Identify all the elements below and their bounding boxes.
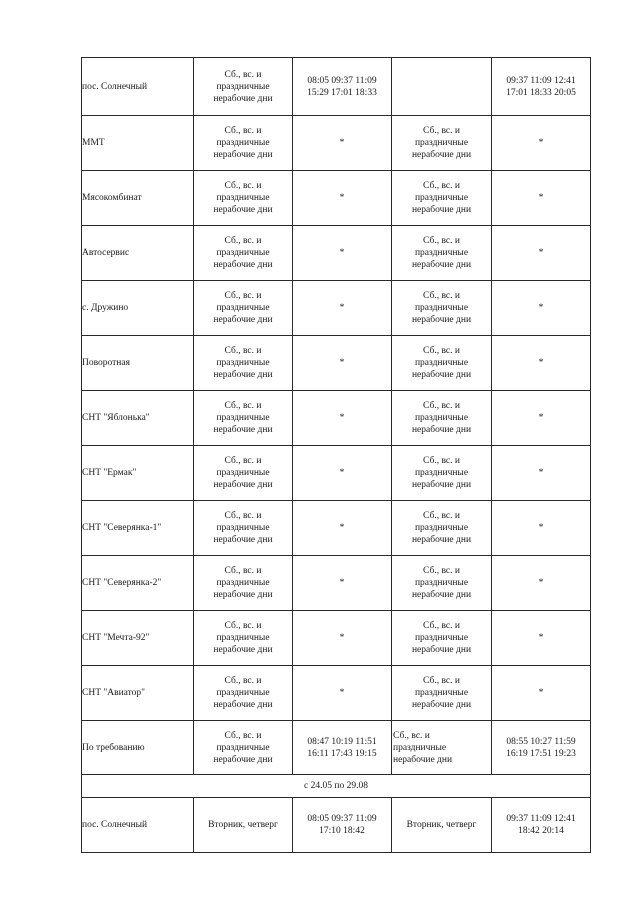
return-times [492,446,591,501]
cell-line: праздничные [414,578,469,588]
cell-line: Сб., вс. и [224,126,262,136]
stop-name: пос. Солнечный [82,798,194,853]
departure-times [293,446,392,501]
service-days [194,391,293,446]
cell-line: праздничные [414,248,469,258]
table-row [82,798,591,853]
cell-line: * [339,523,345,533]
cell-line: праздничные [216,81,270,92]
cell-line: нерабочие дни [213,205,273,215]
table-row [82,336,591,391]
cell-line: Сб., вс. и [224,566,262,576]
service-days [194,446,293,501]
cell-line: * [339,578,345,588]
cell-line: Сб., вс. и [423,181,460,191]
cell-line: 17:10 18:42 [319,826,365,836]
stop-name: с. Дружино [82,281,194,336]
service-days-return [392,171,492,226]
cell-line: праздничные [216,688,270,698]
stop-name: Мясокомбинат [82,171,194,226]
cell-line: * [538,358,544,368]
schedule-table [81,57,591,853]
service-days [194,116,293,171]
cell-line: праздничные [216,193,270,203]
cell-line: * [538,523,544,533]
stop-name: СНТ "Авиатор" [82,666,194,721]
table-row [82,556,591,611]
cell-line: праздничные [216,248,270,258]
cell-line: Сб., вс. и [423,126,460,136]
cell-line: праздничные [216,358,270,368]
cell-line: * [538,578,544,588]
service-days-return [392,226,492,281]
cell-line: праздничные [414,523,469,533]
departure-times [293,281,392,336]
service-days [194,226,293,281]
service-days-return [392,446,492,501]
stop-name: Автосервис [82,226,194,281]
cell-line: праздничные [414,138,469,148]
departure-times [293,721,392,775]
service-days-return: Вторник, четверг [392,798,492,853]
cell-line: нерабочие дни [411,260,472,270]
return-times [492,116,591,171]
cell-line: праздничные [414,633,469,643]
cell-line: 15:29 17:01 18:33 [307,87,377,98]
stop-name: пос. Солнечный [82,58,194,116]
period-label: с 24.05 по 29.08 [82,775,591,798]
cell-line: Сб., вс. и [224,401,262,411]
departure-times [293,171,392,226]
service-days [194,721,293,775]
cell-line: Сб., вс. и [423,566,460,576]
cell-line: 08:47 10:19 11:51 [307,736,377,747]
cell-line: нерабочие дни [213,645,273,655]
departure-times [293,501,392,556]
cell-line: Сб., вс. и [423,236,460,246]
table-row [82,58,591,116]
cell-line: Сб., вс. и [224,730,262,741]
stop-name: СНТ "Мечта-92" [82,611,194,666]
cell-line: нерабочие дни [393,754,453,765]
cell-line: * [339,413,345,423]
cell-line: Сб., вс. и [423,676,460,686]
table-row [82,226,591,281]
service-days-return [392,281,492,336]
cell-line: Сб., вс. и [224,456,262,466]
cell-line: * [538,688,544,698]
service-days [194,501,293,556]
cell-line: нерабочие дни [213,425,273,435]
cell-line: праздничные [414,303,469,313]
cell-line: нерабочие дни [213,590,273,600]
departure-times [293,666,392,721]
cell-line: нерабочие дни [411,590,472,600]
cell-line: Сб., вс. и [224,236,262,246]
departure-times [293,226,392,281]
service-days-return [392,58,492,116]
return-times [492,391,591,446]
cell-line: Сб., вс. и [423,456,460,466]
cell-line: нерабочие дни [411,425,472,435]
cell-line: * [339,193,345,203]
cell-line: праздничные [216,633,270,643]
cell-line: праздничные [216,138,270,148]
departure-times [293,58,392,116]
cell-line: 08:05 09:37 11:09 [307,814,377,824]
cell-line: * [538,303,544,313]
cell-line: праздничные [216,742,270,753]
service-days [194,611,293,666]
cell-line: нерабочие дни [411,535,472,545]
cell-line: * [538,633,544,643]
departure-times [293,336,392,391]
return-times [492,336,591,391]
table-row [82,611,591,666]
cell-line: нерабочие дни [411,315,472,325]
cell-line: нерабочие дни [411,150,472,160]
cell-line: Сб., вс. и [393,730,430,741]
return-times [492,611,591,666]
service-days [194,171,293,226]
cell-line: праздничные [414,413,469,423]
cell-line: Сб., вс. и [423,291,460,301]
service-days-return [392,336,492,391]
cell-line: нерабочие дни [213,260,273,270]
table-row [82,446,591,501]
cell-line: 16:19 17:51 19:23 [506,748,576,759]
cell-line: Сб., вс. и [224,69,262,80]
cell-line: Сб., вс. и [224,511,262,521]
cell-line: Сб., вс. и [224,181,262,191]
return-times [492,226,591,281]
cell-line: * [538,138,544,148]
departure-times [293,556,392,611]
cell-line: нерабочие дни [411,645,472,655]
cell-line: Сб., вс. и [224,676,262,686]
departure-times [293,611,392,666]
cell-line: Сб., вс. и [423,621,460,631]
table-row [82,666,591,721]
service-days-return [392,611,492,666]
cell-line: * [339,248,345,258]
cell-line: * [538,468,544,478]
cell-line: нерабочие дни [411,480,472,490]
table-row [82,501,591,556]
cell-line: * [339,138,345,148]
service-days [194,666,293,721]
stop-name: СНТ "Северянка-1" [82,501,194,556]
cell-line: праздничные [414,193,469,203]
cell-line: праздничные [393,742,447,753]
service-days [194,58,293,116]
service-days-return [392,556,492,611]
stop-name: ММТ [82,116,194,171]
cell-line: 18:42 20:14 [518,826,564,836]
table-row [82,281,591,336]
cell-line: * [538,413,544,423]
departure-times [293,391,392,446]
period-row [82,775,591,798]
cell-line: нерабочие дни [213,370,273,380]
departure-times [293,798,392,853]
return-times [492,171,591,226]
cell-line: праздничные [216,413,270,423]
cell-line: Сб., вс. и [423,511,460,521]
service-days [194,336,293,391]
service-days-return [392,721,492,775]
schedule-body [82,58,591,853]
cell-line: * [538,248,544,258]
departure-times [293,116,392,171]
cell-line: Сб., вс. и [224,291,262,301]
stop-name: По требованию [82,721,194,775]
cell-line: * [339,358,345,368]
table-row [82,116,591,171]
service-days-return [392,391,492,446]
cell-line: праздничные [414,688,469,698]
cell-line: праздничные [216,468,270,478]
stop-name: СНТ "Ермак" [82,446,194,501]
cell-line: * [339,688,345,698]
cell-line: Сб., вс. и [224,621,262,631]
table-row [82,721,591,775]
cell-line: * [339,468,345,478]
cell-line: 16:11 17:43 19:15 [307,748,377,759]
cell-line: 09:37 11:09 12:41 [506,75,576,86]
service-days: Вторник, четверг [194,798,293,853]
service-days-return [392,116,492,171]
return-times [492,556,591,611]
service-days [194,281,293,336]
cell-line: * [538,193,544,203]
table-row [82,391,591,446]
cell-line: нерабочие дни [411,370,472,380]
cell-line: * [339,303,345,313]
cell-line: нерабочие дни [213,93,273,104]
table-row [82,171,591,226]
cell-line: 09:37 11:09 12:41 [506,814,576,824]
service-days-return [392,666,492,721]
stop-name: СНТ "Северянка-2" [82,556,194,611]
return-times [492,666,591,721]
stop-name: Поворотная [82,336,194,391]
cell-line: * [339,633,345,643]
cell-line: Сб., вс. и [423,401,460,411]
cell-line: праздничные [216,578,270,588]
cell-line: нерабочие дни [213,480,273,490]
cell-line: нерабочие дни [213,315,273,325]
cell-line: нерабочие дни [411,700,472,710]
cell-line: праздничные [216,303,270,313]
cell-line: 17:01 18:33 20:05 [506,87,576,98]
cell-line: 08:55 10:27 11:59 [506,736,576,747]
return-times [492,721,591,775]
return-times [492,501,591,556]
cell-line: Сб., вс. и [423,346,460,356]
cell-line: нерабочие дни [411,205,472,215]
cell-line: нерабочие дни [213,754,273,765]
cell-line: нерабочие дни [213,700,273,710]
cell-line: нерабочие дни [213,150,273,160]
cell-line: нерабочие дни [213,535,273,545]
return-times [492,58,591,116]
cell-line: 08:05 09:37 11:09 [307,75,377,86]
stop-name: СНТ "Яблонька" [82,391,194,446]
cell-line: Сб., вс. и [224,346,262,356]
cell-line: праздничные [216,523,270,533]
service-days-return [392,501,492,556]
return-times [492,281,591,336]
cell-line: праздничные [414,468,469,478]
service-days [194,556,293,611]
return-times [492,798,591,853]
cell-line: праздничные [414,358,469,368]
